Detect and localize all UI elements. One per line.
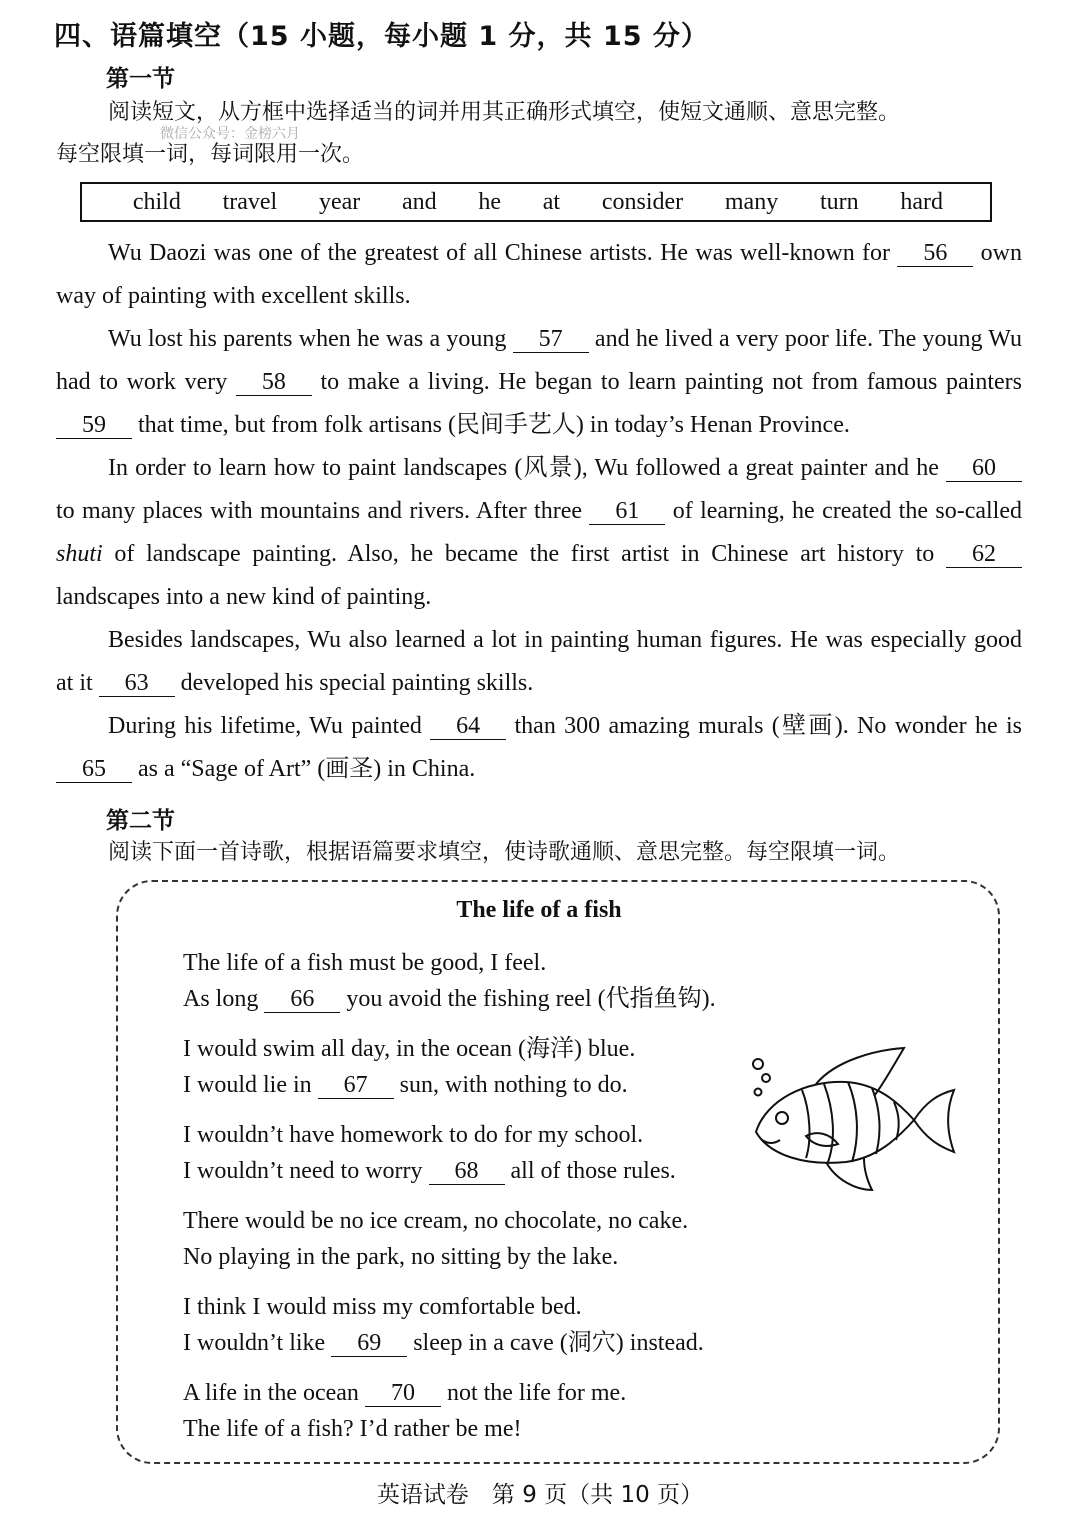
word-bank-item: he [478,188,502,215]
part1-title: 第一节 [106,66,175,92]
answer-blank-65[interactable]: 65 [56,756,132,783]
poem-stanza [183,1289,716,1361]
answer-blank-67[interactable]: 67 [318,1072,394,1099]
word-bank-item: year [318,188,361,215]
answer-blank-70[interactable]: 70 [365,1380,441,1407]
answer-blank-63[interactable]: 63 [99,670,175,697]
poem-body [183,945,716,1461]
poem-line: I wouldn’t have homework to do for my school. [183,1122,644,1148]
poem-line: I wouldn’t need to worry 68 all of those rules. [183,1158,676,1184]
passage-paragraph: Wu Daozi was one of the greatest of all Chinese artists. He was well-known for 56 own way of painting with excellent skills. [56,240,1022,309]
poem-stanza [183,1031,716,1103]
answer-blank-61[interactable]: 61 [589,498,665,525]
answer-blank-57[interactable]: 57 [513,326,589,353]
answer-blank-56[interactable]: 56 [897,240,973,267]
reading-passage [56,232,1022,791]
watermark: 微信公众号：金榜六月 [160,126,300,142]
poem-line: The life of a fish? I’d rather be me! [183,1416,522,1442]
poem-stanza [183,1203,716,1275]
passage-paragraph: Wu lost his parents when he was a young 57 and he lived a very poor life. The young Wu had to work very 58 to make a living. He began to learn painting not from famous painters 59 that time, but from folk artisans (民间手艺人) in today’s Henan Province. [56,326,1023,438]
answer-blank-69[interactable]: 69 [331,1330,407,1357]
poem-line: No playing in the park, no sitting by the lake. [183,1244,619,1270]
part2-title: 第二节 [106,808,175,834]
part1-instruction-line2: 每空限填一词，每词限用一次。 [56,142,365,167]
answer-blank-60[interactable]: 60 [946,455,1022,482]
word-bank-item: many [724,188,779,215]
word-bank-item: travel [222,188,278,215]
word-bank-item: at [542,188,561,215]
word-bank-item: and [402,188,437,215]
italic-term: shuti [56,541,103,567]
part2-instruction [56,832,1026,874]
part2-instruction-line: 阅读下面一首诗歌，根据语篇要求填空，使诗歌通顺、意思完整。每空限填一词。 [108,840,901,865]
poem-line: I think I would miss my comfortable bed. [183,1294,582,1320]
answer-blank-66[interactable]: 66 [264,986,340,1013]
word-bank-item: child [132,188,181,215]
answer-blank-64[interactable]: 64 [430,713,506,740]
word-bank-item: hard [900,188,944,215]
word-bank-box [80,182,992,222]
poem-stanza [183,1117,716,1189]
fish-illustration-icon [746,1040,960,1200]
section-title: 四、语篇填空（15 小题，每小题 1 分，共 15 分） [54,21,709,52]
answer-blank-62[interactable]: 62 [946,541,1022,568]
poem-line: I would swim all day, in the ocean (海洋) blue. [183,1036,636,1062]
passage-paragraph: Besides landscapes, Wu also learned a lot in painting human figures. He was especially good at it 63 developed his special painting skills. [56,627,1022,696]
poem-line: As long 66 you avoid the fishing reel (代指鱼钩). [183,986,716,1012]
poem-line: I wouldn’t like 69 sleep in a cave (洞穴) instead. [183,1330,704,1356]
answer-blank-68[interactable]: 68 [429,1158,505,1185]
passage-paragraph: In order to learn how to paint landscapes (风景), Wu followed a great painter and he 60 to many places with mountains and rivers. After three 61 of learning, he created the so-called shuti of landscape painting. Also, he became the first artist in Chinese art history to 62 landscapes into a new kind of painting. [56,455,1022,610]
part1-instruction-line1: 阅读短文，从方框中选择适当的词并用其正确形式填空，使短文通顺、意思完整。 [108,100,901,125]
word-bank-item: turn [819,188,859,215]
answer-blank-59[interactable]: 59 [56,412,132,439]
poem-stanza [183,1375,716,1447]
word-bank-item: consider [601,188,684,215]
poem-line: The life of a fish must be good, I feel. [183,950,547,976]
poem-title: The life of a fish [456,897,622,923]
poem-stanza [183,945,716,1017]
poem-line: A life in the ocean 70 not the life for me. [183,1380,627,1406]
poem-line: There would be no ice cream, no chocolate, no cake. [183,1208,689,1234]
page-footer: 英语试卷 第 9 页（共 10 页） [376,1482,704,1508]
passage-paragraph: During his lifetime, Wu painted 64 than 300 amazing murals (壁画). No wonder he is 65 as a “Sage of Art” (画圣) in China. [56,705,1022,791]
poem-line: I would lie in 67 sun, with nothing to do. [183,1072,628,1098]
answer-blank-58[interactable]: 58 [236,369,312,396]
